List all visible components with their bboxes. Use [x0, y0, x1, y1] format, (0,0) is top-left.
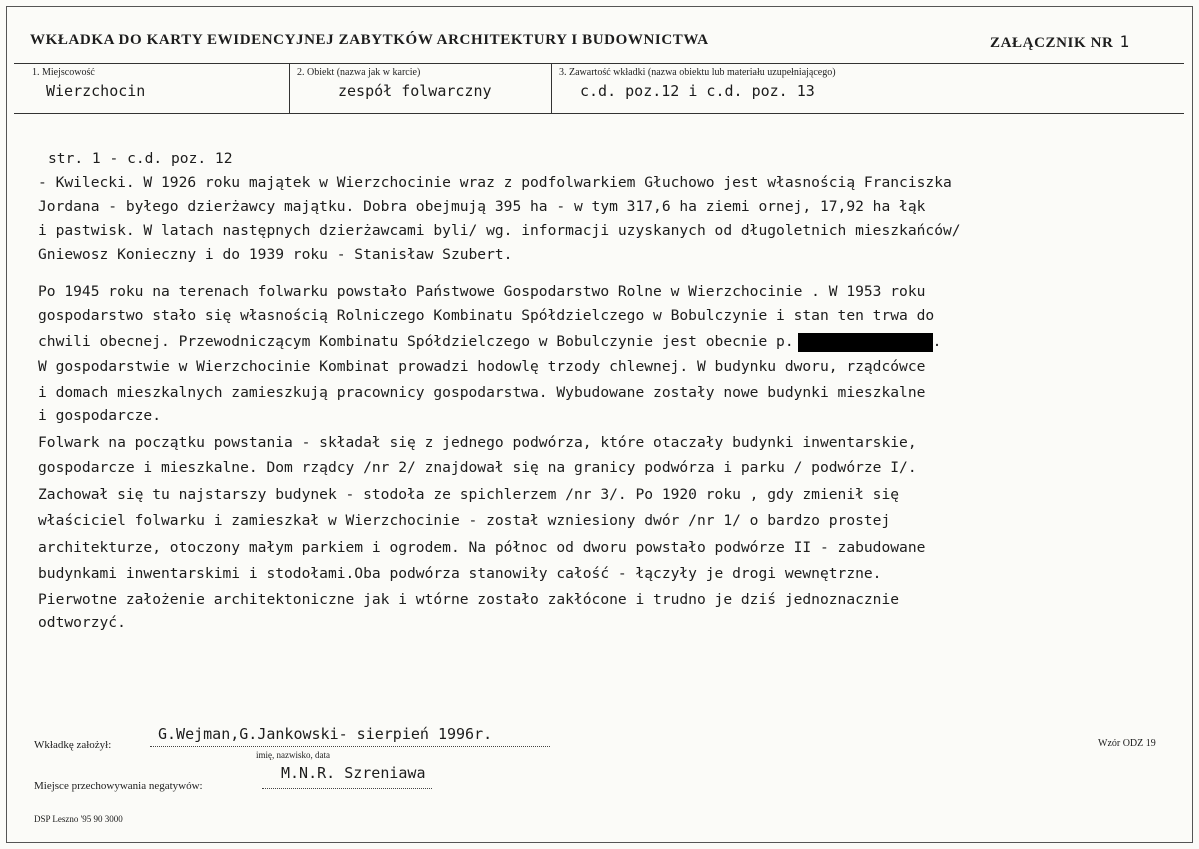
body-line: odtworzyć.	[38, 614, 126, 631]
annex-label-text: ZAŁĄCZNIK NR	[990, 35, 1114, 51]
prepared-by-value: G.Wejman,G.Jankowski- sierpień 1996r.	[158, 725, 493, 743]
field-divider-2	[551, 63, 552, 113]
object-value: zespół folwarczny	[338, 82, 492, 100]
body-line: Jordana - byłego dzierżawcy majątku. Dobra obejmują 395 ha - w tym 317,6 ha ziemi ornej, 17,92 ha łąk	[38, 198, 926, 215]
line-end-mark: .	[932, 333, 942, 350]
body-line: i pastwisk. W latach następnych dzierżawcami byli/ wg. informacji uzyskanych od długoletnich mieszkańców/	[38, 222, 961, 239]
locality-value: Wierzchocin	[46, 82, 146, 100]
body-line: Pierwotne założenie architektoniczne jak i wtórne zostało zakłócone i trudno je dziś jednoznacznie	[38, 591, 900, 608]
content-value: c.d. poz.12 i c.d. poz. 13	[580, 82, 815, 100]
body-line: i domach mieszkalnych zamieszkują pracownicy gospodarstwa. Wybudowane zostały nowe budynki mieszkalne	[38, 384, 926, 401]
body-line: Po 1945 roku na terenach folwarku powstało Państwowe Gospodarstwo Rolne w Wierzchocinie . W 1953 roku	[38, 283, 926, 300]
negatives-location-value: M.N.R. Szreniawa	[281, 764, 426, 782]
content-label: 3. Zawartość wkładki (nazwa obiektu lub materiału uzupełniającego)	[559, 67, 836, 78]
body-line: Folwark na początku powstania - składał się z jednego podwórza, które otaczały budynki inwentarskie,	[38, 434, 917, 451]
body-line: W gospodarstwie w Wierzchocinie Kombinat prowadzi hodowlę trzody chlewnej. W budynku dworu, rządcówce	[38, 358, 926, 375]
body-line: - Kwilecki. W 1926 roku majątek w Wierzchocinie wraz z podfolwarkiem Głuchowo jest własnością Franciszka	[38, 174, 952, 191]
form-title: WKŁADKA DO KARTY EWIDENCYJNEJ ZABYTKÓW ARCHITEKTURY I BUDOWNICTWA	[30, 32, 709, 48]
body-line-with-redaction	[38, 331, 941, 353]
body-line: architekturze, otoczony małym parkiem i ogrodem. Na północ od dworu powstało podwórze II - zabudowane	[38, 539, 926, 556]
object-label: 2. Obiekt (nazwa jak w karcie)	[297, 67, 421, 78]
body-line: właściciel folwarku i zamieszkał w Wierzchocinie - został wzniesiony dwór /nr 1/ o bardzo prostej	[38, 512, 891, 529]
prepared-by-label: Wkładkę założył:	[34, 739, 112, 751]
redaction-block	[798, 333, 933, 352]
card-frame	[6, 6, 1193, 843]
annex-label	[990, 32, 1130, 52]
body-line: gospodarcze i mieszkalne. Dom rządcy /nr 2/ znajdował się na granicy podwórza i parku / podwórze I/.	[38, 459, 917, 476]
negatives-location-label: Miejsce przechowywania negatywów:	[34, 780, 203, 792]
printer-info: DSP Leszno '95 90 3000	[34, 814, 123, 824]
header-divider-top	[14, 63, 1184, 64]
annex-number: 1	[1119, 32, 1130, 51]
body-line: Zachował się tu najstarszy budynek - stodoła ze spichlerzem /nr 3/. Po 1920 roku , gdy zmienił się	[38, 486, 900, 503]
field-divider-1	[289, 63, 290, 113]
form-model: Wzór ODZ 19	[1098, 738, 1156, 749]
prepared-by-dotted-line	[150, 746, 550, 747]
body-line-text: chwili obecnej. Przewodniczącym Kombinatu Spółdzielczego w Bobulczynie jest obecnie p.	[38, 333, 794, 350]
body-line: str. 1 - c.d. poz. 12	[48, 150, 233, 167]
body-line: budynkami inwentarskimi i stodołami.Oba podwórza stanowiły całość - łączyły je drogi wewnętrzne.	[38, 565, 882, 582]
body-line: gospodarstwo stało się własnością Rolniczego Kombinatu Spółdzielczego w Bobulczynie i stan ten trwa do	[38, 307, 935, 324]
negatives-dotted-line	[262, 788, 432, 789]
body-line: Gniewosz Konieczny i do 1939 roku - Stanisław Szubert.	[38, 246, 513, 263]
header-divider-bottom	[14, 113, 1184, 114]
locality-label: 1. Miejscowość	[32, 67, 95, 78]
prepared-by-caption: imię, nazwisko, data	[256, 750, 330, 760]
body-line: i gospodarcze.	[38, 407, 162, 424]
